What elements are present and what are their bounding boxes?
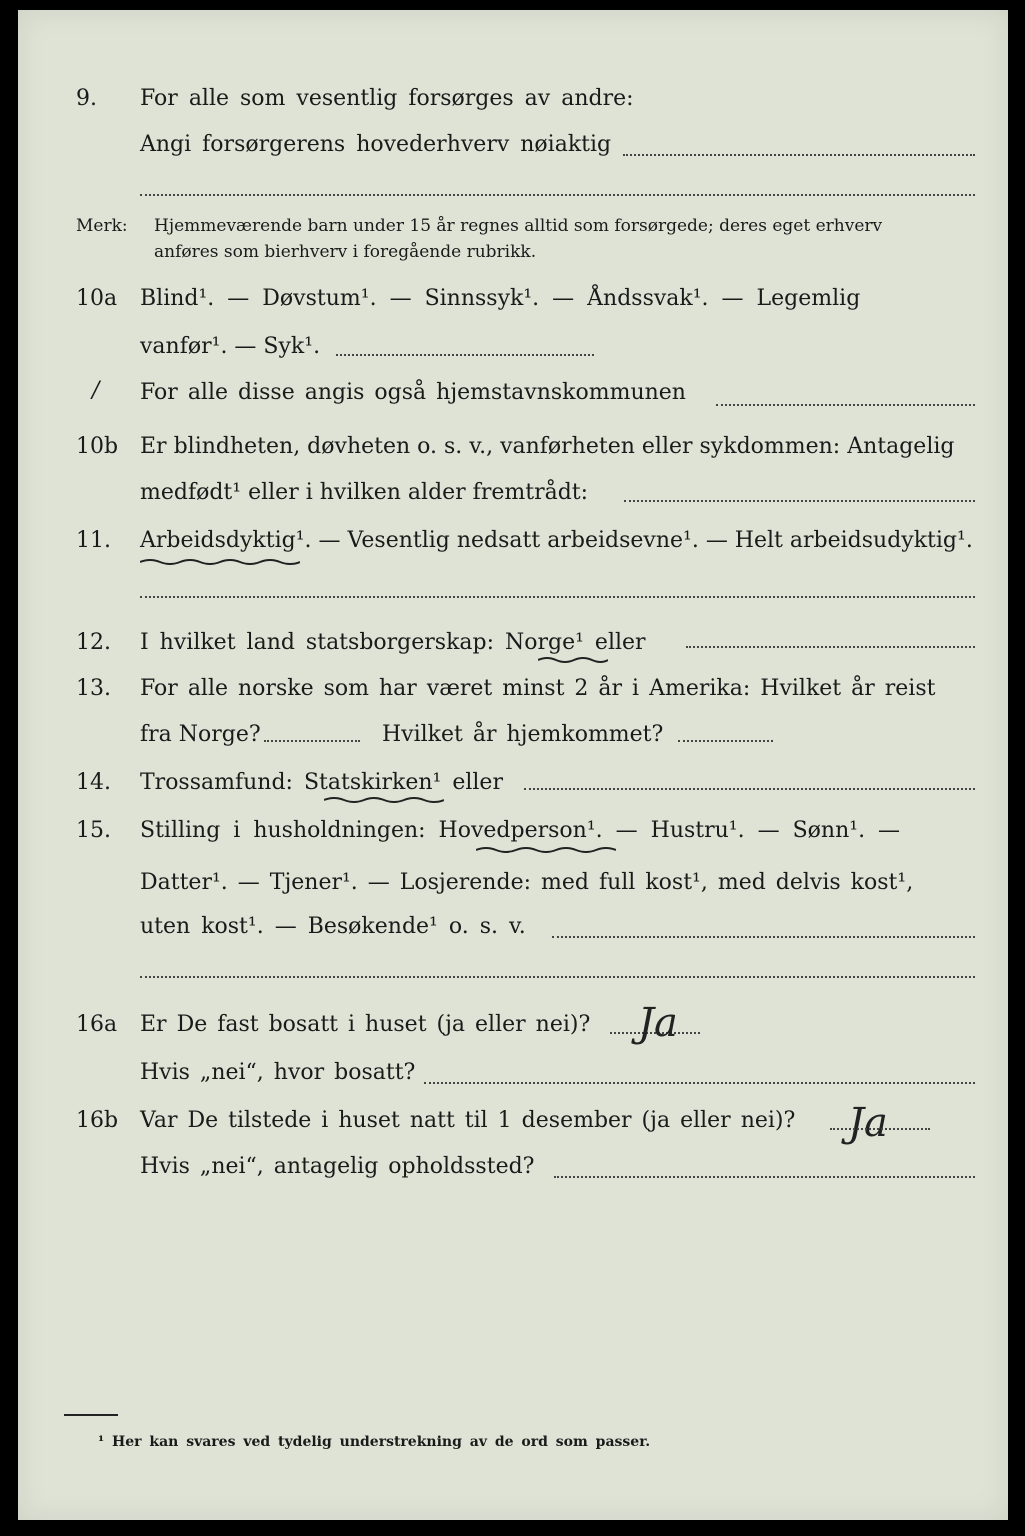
q10a-line2: vanfør¹. — Syk¹. xyxy=(140,334,321,359)
footnote: ¹ Her kan svares ved tydelig understrekning av de ord som passer. xyxy=(98,1434,651,1450)
q12-underline-mark xyxy=(538,656,608,664)
q10b-line1: Er blindheten, døvheten o. s. v., vanførheten eller sykdommen: Antagelig xyxy=(140,434,955,459)
q12-number: 12. xyxy=(76,630,111,655)
q9-line2: Angi forsørgerens hovederhverv nøiaktig xyxy=(140,132,612,157)
q10a-answer-line[interactable] xyxy=(336,354,594,356)
q14-answer-line[interactable] xyxy=(524,788,975,790)
footnote-rule xyxy=(64,1414,118,1416)
q10b-number: 10b xyxy=(76,434,119,459)
q15-line2: Datter¹. — Tjener¹. — Losjerende: med full kost¹, med delvis kost¹, xyxy=(140,870,914,895)
q13-line2b: Hvilket år hjemkommet? xyxy=(382,722,664,747)
merk-line1: Hjemmeværende barn under 15 år regnes alltid som forsørgede; deres eget erhverv xyxy=(154,216,883,236)
q11-extra-line[interactable] xyxy=(140,596,975,598)
q10b-line2: medfødt¹ eller i hvilken alder fremtrådt: xyxy=(140,480,589,505)
q16b-line1: Var De tilstede i huset natt til 1 desember (ja eller nei)? xyxy=(140,1108,796,1133)
q15-underline-mark xyxy=(476,846,616,854)
q10a-mark: / xyxy=(92,378,100,403)
q14-number: 14. xyxy=(76,770,111,795)
q16b-number: 16b xyxy=(76,1108,119,1133)
q10b-answer-line[interactable] xyxy=(624,500,975,502)
q13-return-answer-line[interactable] xyxy=(678,740,773,742)
q12-line1: I hvilket land statsborgerskap: Norge¹ eller xyxy=(140,630,646,655)
q13-line1: For alle norske som har været minst 2 år i Amerika: Hvilket år reist xyxy=(140,676,936,701)
q9-number: 9. xyxy=(76,86,97,111)
q15-line3: uten kost¹. — Besøkende¹ o. s. v. xyxy=(140,914,526,939)
q11-number: 11. xyxy=(76,528,111,553)
q15-line1: Stilling i husholdningen: Hovedperson¹. — Hustru¹. — Sønn¹. — xyxy=(140,818,901,843)
q15-extra-line[interactable] xyxy=(140,976,975,978)
q10a-line1: Blind¹. — Døvstum¹. — Sinnssyk¹. — Åndssvak¹. — Legemlig xyxy=(140,286,861,311)
q10a-line3: For alle disse angis også hjemstavnskommunen xyxy=(140,380,686,405)
q13-number: 13. xyxy=(76,676,111,701)
q9-extra-line[interactable] xyxy=(140,194,975,196)
q16b-answer-line[interactable] xyxy=(830,1128,930,1130)
q14-underline-mark xyxy=(324,796,444,804)
q14-line1: Trossamfund: Statskirken¹ eller xyxy=(140,770,503,795)
q9-answer-line[interactable] xyxy=(623,154,975,156)
census-form-page xyxy=(18,10,1008,1520)
q16b-where-line[interactable] xyxy=(554,1176,975,1178)
q16a-where-line[interactable] xyxy=(424,1082,975,1084)
q16b-line2: Hvis „nei“, antagelig opholdssted? xyxy=(140,1154,535,1179)
q16a-number: 16a xyxy=(76,1012,118,1037)
q11-underline-mark xyxy=(140,558,300,566)
q9-line1: For alle som vesentlig forsørges av andre: xyxy=(140,86,634,111)
q13-line2a: fra Norge? xyxy=(140,722,261,747)
q15-answer-line[interactable] xyxy=(552,936,975,938)
q12-answer-line[interactable] xyxy=(686,646,975,648)
q11-line1: Arbeidsdyktig¹. — Vesentlig nedsatt arbeidsevne¹. — Helt arbeidsudyktig¹. xyxy=(140,528,973,553)
q16a-line1: Er De fast bosatt i huset (ja eller nei)? xyxy=(140,1012,591,1037)
q15-number: 15. xyxy=(76,818,111,843)
q16b-handwritten-answer: Ja xyxy=(848,1100,888,1146)
q16a-handwritten-answer: Ja xyxy=(638,1000,678,1046)
q13-left-answer-line[interactable] xyxy=(264,740,360,742)
q10a-home-line[interactable] xyxy=(716,404,975,406)
merk-line2: anføres som bierhverv i foregående rubrikk. xyxy=(154,242,537,262)
merk-label: Merk: xyxy=(76,216,128,236)
q10a-number: 10a xyxy=(76,286,118,311)
q16a-line2: Hvis „nei“, hvor bosatt? xyxy=(140,1060,416,1085)
